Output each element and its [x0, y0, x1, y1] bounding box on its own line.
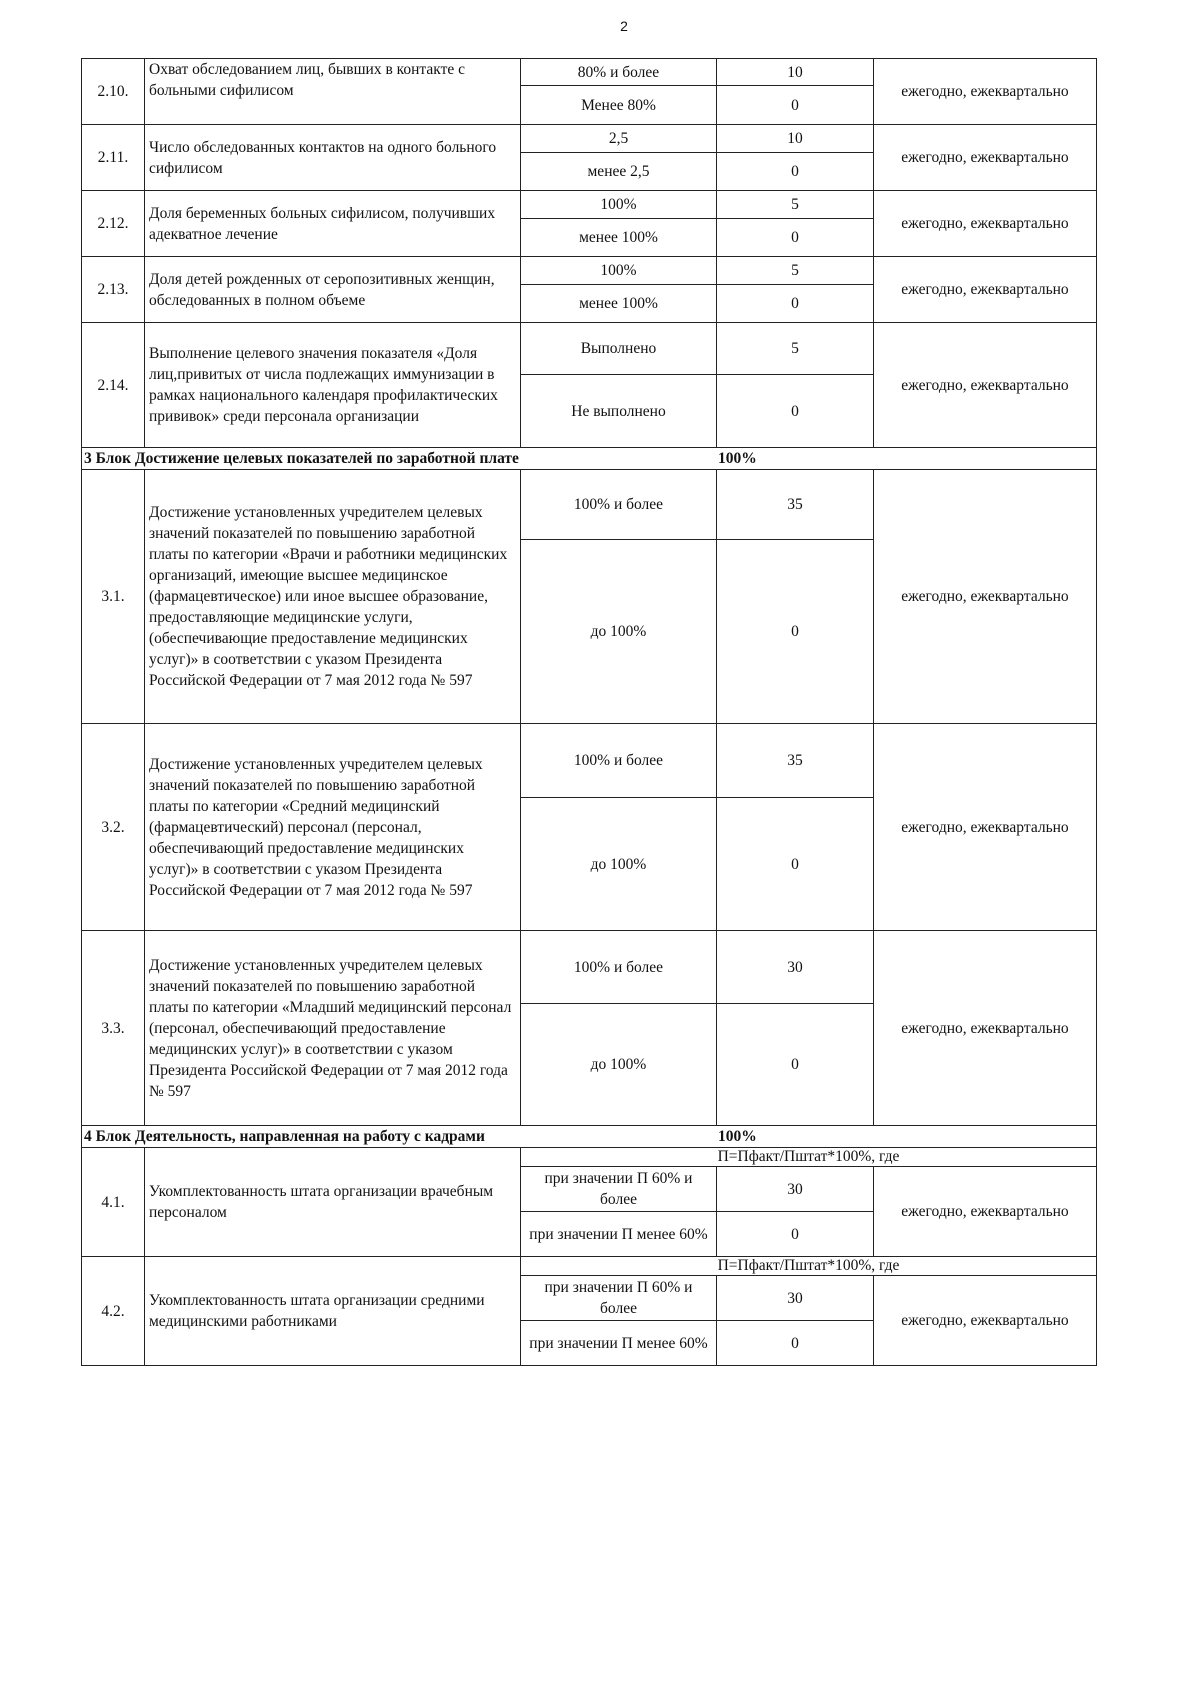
score-cell: 0 — [717, 798, 874, 931]
criterion-cell: при значении П 60% и более — [521, 1167, 717, 1212]
row-number: 3.1. — [82, 470, 145, 724]
period-cell: ежегодно, ежеквартально — [874, 125, 1097, 191]
indicator-text: Число обследованных контактов на одного больного сифилисом — [145, 125, 521, 191]
indicator-text: Укомплектованность штата организации врачебным персоналом — [145, 1148, 521, 1257]
score-cell: 35 — [717, 470, 874, 540]
criterion-cell: 100% — [521, 191, 717, 219]
indicators-table — [81, 58, 1097, 1366]
criterion-cell: 2,5 — [521, 125, 717, 153]
indicator-text: Достижение установленных учредителем целевых значений показателей по повышению заработной платы по категории «Врачи и работники медицинских организаций, имеющие высшее медицинское (фармацевтическое) или иное высшее образование, предоставляющие медицинские услуги, (обеспечивающие предоставление медицинских услуг)» в соответствии с указом Президента Российской Федерации от 7 мая 2012 года № 597 — [145, 470, 521, 724]
criterion-cell: до 100% — [521, 540, 717, 724]
table-row — [82, 191, 1097, 219]
table-row — [82, 931, 1097, 1004]
criterion-cell: до 100% — [521, 798, 717, 931]
row-number: 2.11. — [82, 125, 145, 191]
score-cell: 5 — [717, 257, 874, 285]
criterion-cell: менее 100% — [521, 219, 717, 257]
row-number: 4.1. — [82, 1148, 145, 1257]
period-cell: ежегодно, ежеквартально — [874, 1276, 1097, 1366]
score-cell: 5 — [717, 323, 874, 375]
table-row — [82, 724, 1097, 798]
indicator-text: Достижение установленных учредителем целевых значений показателей по повышению заработной платы по категории «Младший медицинский персонал (персонал, обеспечивающий предоставление медицинских услуг)» в соответствии с указом Президента Российской Федерации от 7 мая 2012 года № 597 — [145, 931, 521, 1126]
page-number: 2 — [620, 18, 628, 34]
score-cell: 0 — [717, 86, 874, 125]
period-cell: ежегодно, ежеквартально — [874, 191, 1097, 257]
table-row — [82, 125, 1097, 153]
period-cell: ежегодно, ежеквартально — [874, 470, 1097, 724]
score-cell: 5 — [717, 191, 874, 219]
block-4-header — [82, 1126, 1097, 1148]
criterion-cell: 100% и более — [521, 724, 717, 798]
indicator-text: Достижение установленных учредителем целевых значений показателей по повышению заработной платы по категории «Средний медицинский (фармацевтический) персонал (персонал, обеспечивающий предоставление медицинских услуг)» в соответствии с указом Президента Российской Федерации от 7 мая 2012 года № 597 — [145, 724, 521, 931]
row-number: 3.2. — [82, 724, 145, 931]
block-3-header — [82, 448, 1097, 470]
criterion-cell: 100% и более — [521, 470, 717, 540]
row-number: 2.14. — [82, 323, 145, 448]
criterion-cell: 100% — [521, 257, 717, 285]
formula-cell: П=Пфакт/Пштат*100%, где — [521, 1148, 1097, 1167]
criterion-cell: до 100% — [521, 1004, 717, 1126]
criterion-cell: менее 100% — [521, 285, 717, 323]
block-percent: 100% — [718, 450, 757, 467]
block-title: 3 Блок Достижение целевых показателей по заработной плате — [84, 450, 519, 467]
table-row — [82, 323, 1097, 375]
row-number: 4.2. — [82, 1257, 145, 1366]
score-cell: 30 — [717, 1167, 874, 1212]
score-cell: 10 — [717, 125, 874, 153]
period-cell: ежегодно, ежеквартально — [874, 724, 1097, 931]
criterion-cell: Не выполнено — [521, 375, 717, 448]
criterion-cell: 100% и более — [521, 931, 717, 1004]
score-cell: 10 — [717, 59, 874, 86]
table-row — [82, 1257, 1097, 1276]
score-cell: 0 — [717, 219, 874, 257]
criterion-cell: при значении П менее 60% — [521, 1212, 717, 1257]
row-number: 3.3. — [82, 931, 145, 1126]
score-cell: 0 — [717, 285, 874, 323]
table-row — [82, 1148, 1097, 1167]
criterion-cell: при значении П менее 60% — [521, 1321, 717, 1366]
criterion-cell: менее 2,5 — [521, 153, 717, 191]
period-cell: ежегодно, ежеквартально — [874, 931, 1097, 1126]
score-cell: 0 — [717, 153, 874, 191]
indicator-text: Выполнение целевого значения показателя «Доля лиц,привитых от числа подлежащих иммунизации в рамках национального календаря профилактических прививок» среди персонала организации — [145, 323, 521, 448]
table-row — [82, 470, 1097, 540]
table-row — [82, 59, 1097, 86]
row-number: 2.13. — [82, 257, 145, 323]
indicator-text: Доля беременных больных сифилисом, получивших адекватное лечение — [145, 191, 521, 257]
indicator-text: Укомплектованность штата организации средними медицинскими работниками — [145, 1257, 521, 1366]
score-cell: 30 — [717, 931, 874, 1004]
period-cell: ежегодно, ежеквартально — [874, 1167, 1097, 1257]
score-cell: 0 — [717, 540, 874, 724]
row-number: 2.10. — [82, 59, 145, 125]
block-percent: 100% — [718, 1128, 757, 1145]
criterion-cell: при значении П 60% и более — [521, 1276, 717, 1321]
criterion-cell: 80% и более — [521, 59, 717, 86]
period-cell: ежегодно, ежеквартально — [874, 59, 1097, 125]
indicator-text: Охват обследованием лиц, бывших в контакте с больными сифилисом — [145, 59, 521, 125]
indicator-text: Доля детей рожденных от серопозитивных женщин, обследованных в полном объеме — [145, 257, 521, 323]
period-cell: ежегодно, ежеквартально — [874, 257, 1097, 323]
period-cell: ежегодно, ежеквартально — [874, 323, 1097, 448]
score-cell: 30 — [717, 1276, 874, 1321]
score-cell: 0 — [717, 1004, 874, 1126]
block-header — [82, 448, 1097, 470]
block-title: 4 Блок Деятельность, направленная на работу с кадрами — [84, 1128, 485, 1145]
score-cell: 0 — [717, 375, 874, 448]
score-cell: 0 — [717, 1212, 874, 1257]
criterion-cell: Менее 80% — [521, 86, 717, 125]
row-number: 2.12. — [82, 191, 145, 257]
score-cell: 0 — [717, 1321, 874, 1366]
block-header — [82, 1126, 1097, 1148]
table-row — [82, 257, 1097, 285]
formula-cell: П=Пфакт/Пштат*100%, где — [521, 1257, 1097, 1276]
score-cell: 35 — [717, 724, 874, 798]
criterion-cell: Выполнено — [521, 323, 717, 375]
